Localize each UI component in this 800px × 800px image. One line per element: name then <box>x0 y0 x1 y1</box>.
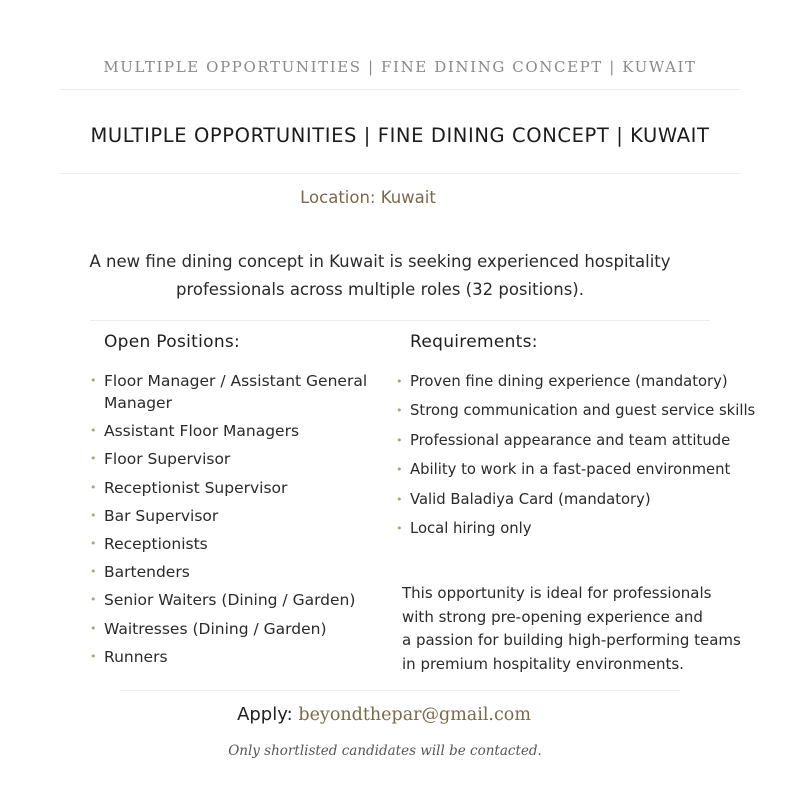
bullet-icon: • <box>90 649 97 663</box>
list-item <box>396 459 781 481</box>
intro-line-2: professionals across multiple roles (32 positions). <box>176 280 584 299</box>
closing-note <box>402 582 772 676</box>
bullet-icon: • <box>90 374 97 387</box>
list-item <box>396 489 781 511</box>
list-item <box>396 371 781 393</box>
bullet-icon: • <box>90 480 97 494</box>
bullet-icon: • <box>90 621 97 635</box>
note-line-3: a passion for building high-performing teams <box>402 631 741 649</box>
list-item <box>396 400 781 422</box>
divider-top <box>60 89 740 90</box>
list-item <box>90 420 380 442</box>
requirement-label: Professional appearance and team attitude <box>410 431 731 449</box>
list-item <box>90 618 380 640</box>
position-label: Bar Supervisor <box>104 506 219 525</box>
requirement-label: Local hiring only <box>410 519 532 537</box>
position-label: Floor Supervisor <box>104 450 231 469</box>
position-label: Waitresses (Dining / Garden) <box>104 619 327 638</box>
requirement-label: Valid Baladiya Card (mandatory) <box>410 490 651 508</box>
footnote: Only shortlisted candidates will be contacted. <box>228 743 542 759</box>
location-label: Location: Kuwait <box>300 188 436 207</box>
bullet-icon: • <box>396 433 403 447</box>
bullet-icon: • <box>90 593 97 607</box>
position-label: Receptionist Supervisor <box>104 478 288 497</box>
requirements-list <box>396 371 781 547</box>
requirement-label: Strong communication and guest service skills <box>410 402 756 420</box>
requirement-label: Ability to work in a fast-paced environment <box>410 461 731 479</box>
list-item <box>90 589 380 611</box>
requirement-label: Proven fine dining experience (mandatory) <box>410 373 728 390</box>
list-item <box>396 518 781 540</box>
bullet-icon: • <box>396 404 403 418</box>
divider-intro <box>90 320 710 321</box>
positions-list <box>90 370 380 674</box>
note-line-4: in premium hospitality environments. <box>402 654 684 673</box>
divider-bottom <box>120 690 680 691</box>
bullet-icon: • <box>90 536 97 550</box>
list-item <box>90 646 380 668</box>
bullet-icon: • <box>90 452 97 466</box>
bullet-icon: • <box>90 508 97 522</box>
note-line-2: with strong pre-opening experience and <box>402 607 703 626</box>
apply-label: Apply: <box>237 704 293 725</box>
intro-line-1: A new fine dining concept in Kuwait is seeking experienced hospitality <box>89 252 671 271</box>
position-label: Runners <box>104 647 168 666</box>
list-item <box>90 448 380 470</box>
apply-line <box>0 704 768 725</box>
position-label: Senior Waiters (Dining / Garden) <box>104 591 356 610</box>
requirements-heading: Requirements: <box>410 332 538 352</box>
list-item <box>90 370 380 414</box>
apply-email-link[interactable]: beyondthepar@gmail.com <box>298 705 531 725</box>
note-line-1: This opportunity is ideal for professionals <box>402 584 712 602</box>
list-item <box>90 505 380 527</box>
bullet-icon: • <box>396 521 403 535</box>
page-title: MULTIPLE OPPORTUNITIES | FINE DINING CONCEPT | KUWAIT <box>90 124 710 147</box>
divider-title <box>60 173 740 174</box>
banner-title: MULTIPLE OPPORTUNITIES | FINE DINING CONCEPT | KUWAIT <box>103 58 697 76</box>
bullet-icon: • <box>90 424 97 438</box>
position-label: Bartenders <box>104 563 190 582</box>
list-item <box>90 561 380 583</box>
position-label: Assistant Floor Managers <box>104 422 300 441</box>
positions-heading: Open Positions: <box>104 332 241 352</box>
bullet-icon: • <box>90 565 97 579</box>
list-item <box>90 477 380 499</box>
list-item <box>90 533 380 555</box>
position-label: Floor Manager / Assistant General Manager <box>104 372 368 412</box>
bullet-icon: • <box>396 492 403 506</box>
bullet-icon: • <box>396 463 403 477</box>
list-item <box>396 430 781 452</box>
intro-text <box>60 248 700 304</box>
bullet-icon: • <box>396 375 403 388</box>
position-label: Receptionists <box>104 534 208 553</box>
